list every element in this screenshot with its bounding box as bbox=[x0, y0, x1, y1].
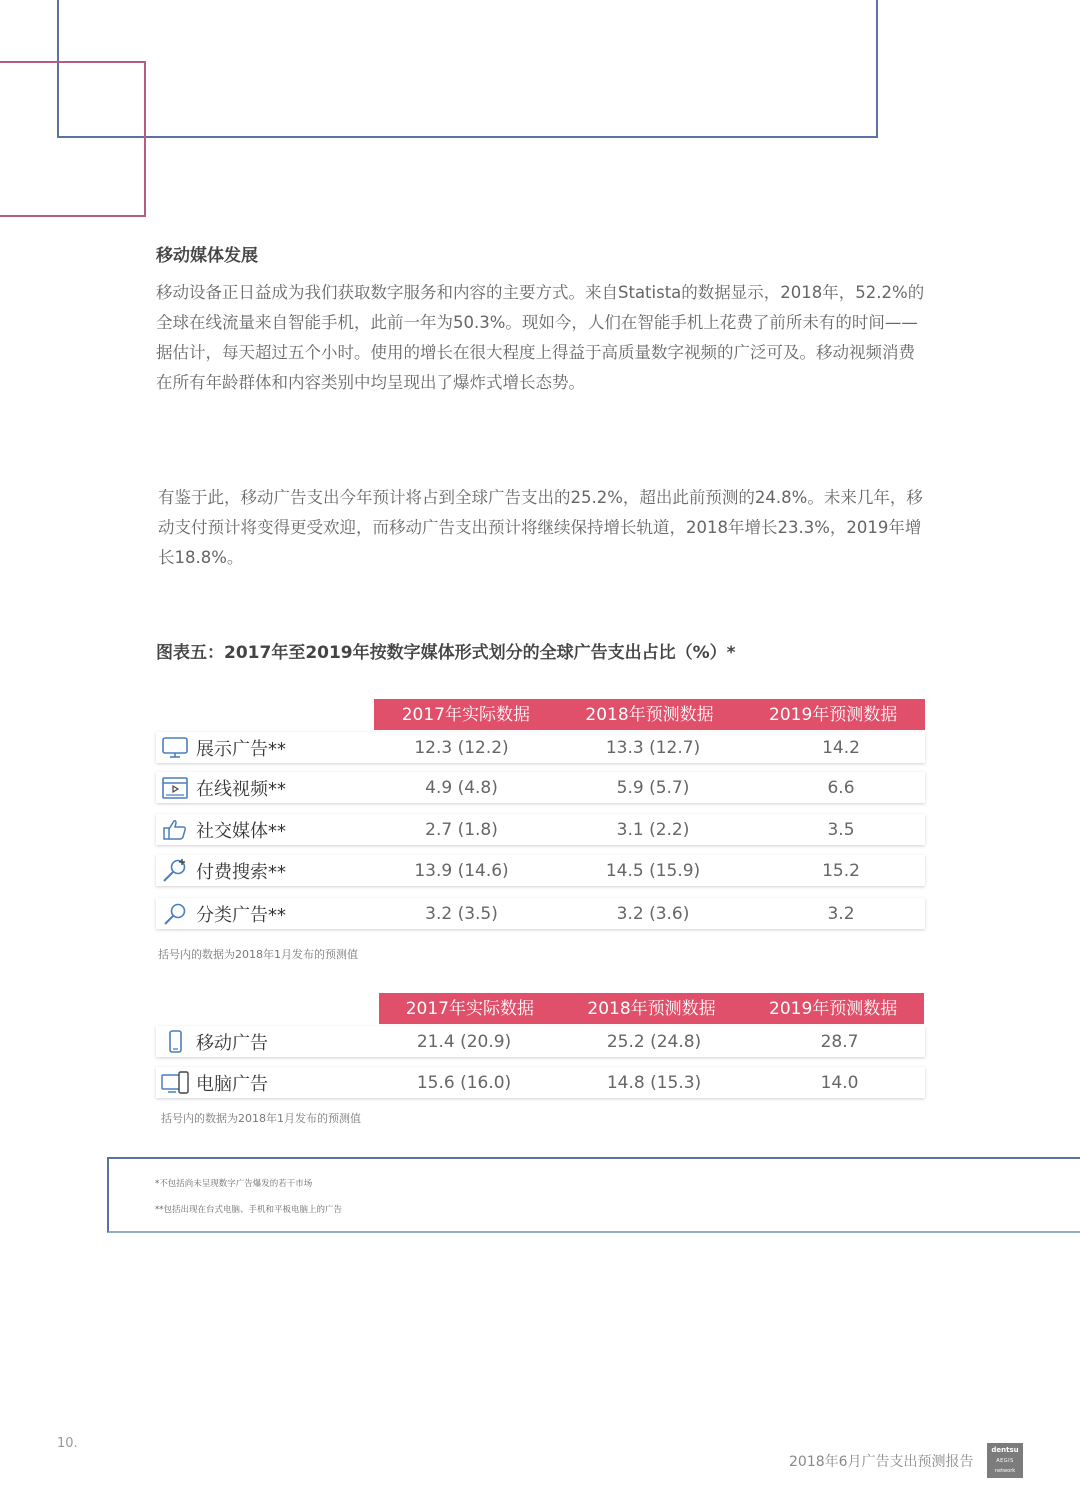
table-cell: 5.9 (5.7) bbox=[616, 777, 690, 798]
footnote-frame bbox=[107, 1157, 1080, 1233]
table-cell: 3.5 bbox=[827, 819, 855, 840]
column-header-2017: 2017年实际数据 bbox=[401, 705, 530, 725]
table-row-mobile-ads bbox=[156, 1026, 925, 1057]
table-cell: 3.1 (2.2) bbox=[616, 819, 690, 840]
table-row-social-media bbox=[156, 814, 925, 845]
table-cell: 12.3 (12.2) bbox=[414, 737, 509, 758]
table-cell: 15.6 (16.0) bbox=[416, 1072, 512, 1093]
footnote-2: **包括出现在台式电脑、手机和平板电脑上的广告 bbox=[155, 1205, 343, 1215]
decorative-frame-pink bbox=[0, 61, 146, 217]
row-label: 付费搜索** bbox=[196, 861, 286, 883]
page-number: 10. bbox=[57, 1436, 78, 1451]
table-cell: 3.2 (3.6) bbox=[616, 903, 690, 924]
monitor-icon bbox=[160, 735, 190, 761]
table2-header bbox=[379, 993, 924, 1024]
table-cell: 3.2 bbox=[827, 903, 855, 924]
video-player-icon bbox=[160, 775, 190, 801]
table-row-paid-search bbox=[156, 855, 925, 886]
paragraph-2: 有鉴于此，移动广告支出今年预计将占到全球广告支出的25.2%，超出此前预测的24.8%。未来几年，移动支付预计将变得更受欢迎，而移动广告支出预计将继续保持增长轨道，2018年增长23.3%，2019年增长18.8%。 bbox=[158, 488, 923, 567]
column-header-2017: 2017年实际数据 bbox=[405, 999, 534, 1019]
table-cell: 14.0 bbox=[820, 1072, 859, 1093]
table-cell: 13.9 (14.6) bbox=[414, 860, 509, 881]
table-cell: 4.9 (4.8) bbox=[425, 777, 498, 798]
smartphone-icon bbox=[160, 1029, 190, 1055]
column-header-2018: 2018年预测数据 bbox=[587, 999, 716, 1019]
row-label: 在线视频** bbox=[196, 778, 286, 800]
table-cell: 14.2 bbox=[822, 737, 860, 758]
logo-line-1: dentsu bbox=[991, 1446, 1019, 1454]
thumbs-up-icon bbox=[160, 817, 190, 843]
table-row-display-ads bbox=[156, 732, 925, 763]
paragraph-1: 移动设备正日益成为我们获取数字服务和内容的主要方式。来自Statista的数据显示，2018年，52.2%的全球在线流量来自智能手机，此前一年为50.3%。现如今，人们在智能手机上花费了前所未有的时间——据估计，每天超过五个小时。使用的增长在很大程度上得益于高质量数字视频的广泛可及。移动视频消费在所有年龄群体和内容类别中均呈现出了爆炸式增长态势。 bbox=[156, 283, 925, 392]
column-header-2019: 2019年预测数据 bbox=[769, 999, 898, 1019]
row-label: 社交媒体** bbox=[196, 820, 286, 842]
section-title: 移动媒体发展 bbox=[156, 246, 258, 266]
footnote-1: *不包括尚未呈现数字广告爆发的若干市场 bbox=[155, 1179, 313, 1189]
logo-line-2: AEGIS bbox=[996, 1458, 1014, 1464]
row-label: 分类广告** bbox=[196, 904, 286, 926]
table-cell: 14.8 (15.3) bbox=[606, 1072, 702, 1093]
table-cell: 3.2 (3.5) bbox=[425, 903, 498, 924]
report-title: 2018年6月广告支出预测报告 bbox=[789, 1454, 974, 1470]
dentsu-aegis-logo bbox=[987, 1443, 1023, 1478]
table-cell: 15.2 bbox=[822, 860, 860, 881]
table1-header bbox=[374, 699, 925, 730]
table-cell: 28.7 bbox=[820, 1031, 859, 1052]
figure-title: 图表五：2017年至2019年按数字媒体形式划分的全球广告支出占比（%）* bbox=[156, 643, 736, 663]
table-row-online-video bbox=[156, 772, 925, 803]
column-header-2019: 2019年预测数据 bbox=[769, 705, 898, 725]
row-label: 移动广告 bbox=[196, 1032, 268, 1054]
search-plus-icon bbox=[160, 858, 190, 884]
row-label: 电脑广告 bbox=[196, 1073, 268, 1095]
table-cell: 25.2 (24.8) bbox=[606, 1031, 702, 1052]
table-cell: 13.3 (12.7) bbox=[605, 737, 701, 758]
table-row-classified-ads bbox=[156, 898, 925, 929]
table-cell: 14.5 (15.9) bbox=[605, 860, 701, 881]
row-label: 展示广告** bbox=[196, 738, 286, 760]
logo-line-3: network bbox=[994, 1468, 1016, 1474]
table2-note: 括号内的数据为2018年1月发布的预测值 bbox=[161, 1112, 361, 1125]
column-header-2018: 2018年预测数据 bbox=[585, 705, 714, 725]
desktop-tablet-icon bbox=[160, 1070, 190, 1096]
table-row-desktop-ads bbox=[156, 1067, 925, 1098]
table-cell: 6.6 bbox=[827, 777, 855, 798]
table-cell: 2.7 (1.8) bbox=[425, 819, 498, 840]
search-icon bbox=[160, 901, 190, 927]
table1-note: 括号内的数据为2018年1月发布的预测值 bbox=[158, 948, 358, 961]
decorative-frame-blue bbox=[57, 0, 878, 138]
table-cell: 21.4 (20.9) bbox=[416, 1031, 512, 1052]
